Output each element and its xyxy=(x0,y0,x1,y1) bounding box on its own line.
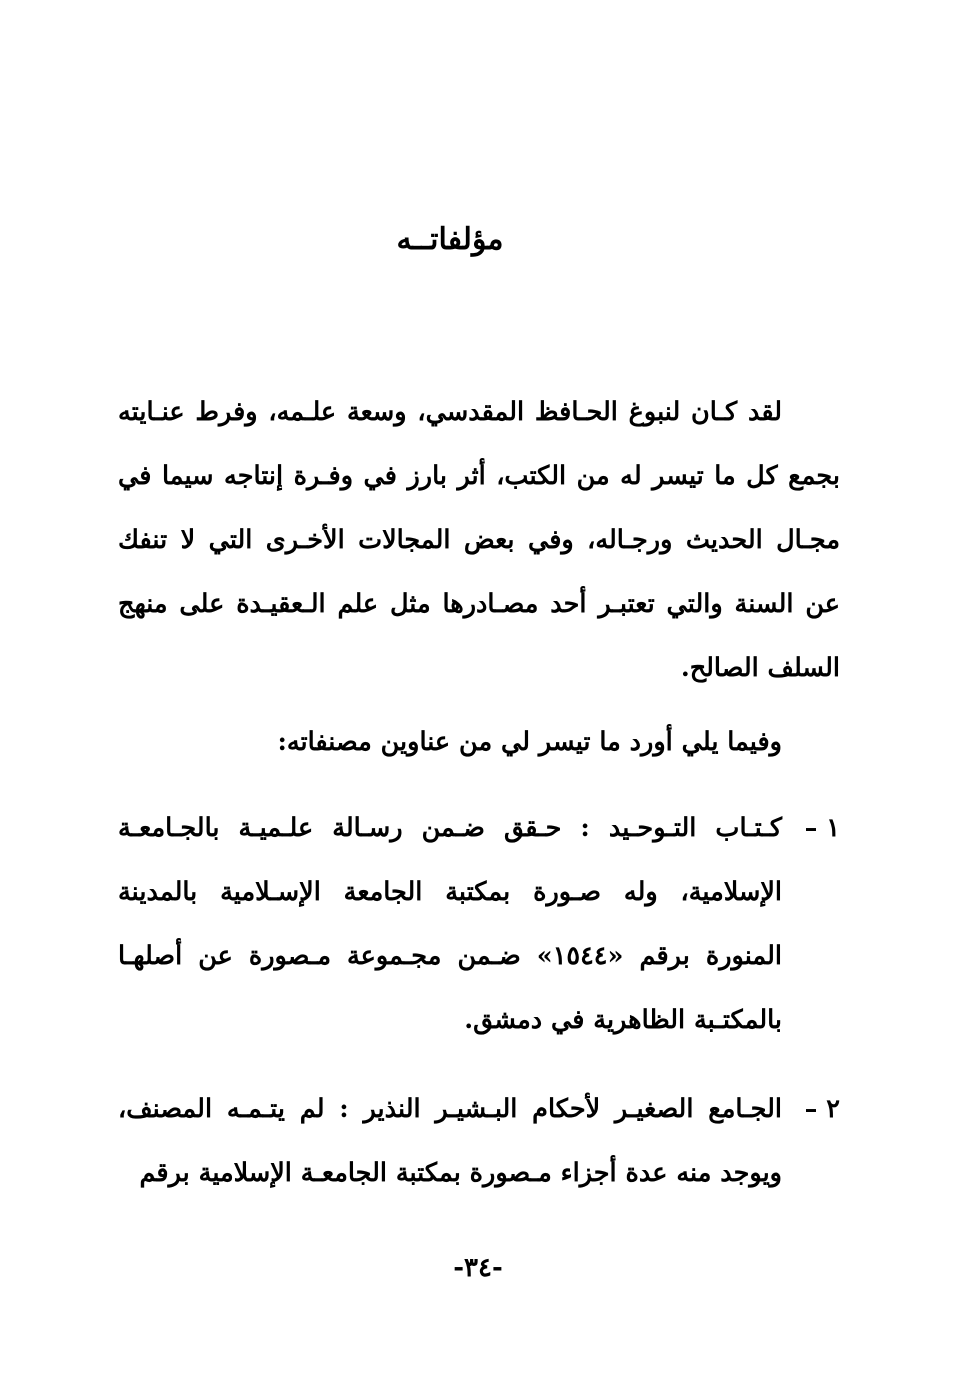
list-item-number: ٢ – xyxy=(804,1094,840,1124)
page-title: مؤلفاتــه xyxy=(396,222,504,257)
list-item xyxy=(118,1077,840,1205)
page-number: -٣٤- xyxy=(453,1253,503,1283)
list-item-text: كـتـاب التـوحـيد : حـقق ضـمن رسـالة علـميـة بالجـامعـة الإسلامية، وله صـورة بمكتبة الجامعة الإسـلامية بالمدينة المنورة برقم «١٥٤٤» ضـمن مجـموعة مـصورة عن أصلهـا بالمكتـبة الظاهرية في دمشق. xyxy=(118,813,782,1035)
list-item-text: الجـامع الصغيـر لأحكام البـشيـر النذير : لم يتـمـه المصنف، ويوجد منه عدة أجزاء مـصورة بمكتبة الجامعـة الإسلامية برقم xyxy=(118,1094,782,1188)
list-item-number: ١ – xyxy=(804,813,840,843)
list-item xyxy=(118,796,840,1052)
intro-paragraph: لقد كـان لنبوغ الحـافظ المقدسي، وسعة علـمه، وفرط عنـايته بجمع كل ما تيسر له من الكتب، أثر بارز في وفـرة إنتاجه سيما في مجـال الحديث ورجـاله، وفي بعض المجالات الأخـرى التي لا تنفك عن السنة والتي تعتبـر أحد مصـادرها مثل علم الـعقيـدة على منهج السلف الصالح. xyxy=(118,397,840,683)
list-lead-paragraph: وفيما يلي أورد ما تيسر لي من عناوين مصنفاته: xyxy=(277,727,782,757)
